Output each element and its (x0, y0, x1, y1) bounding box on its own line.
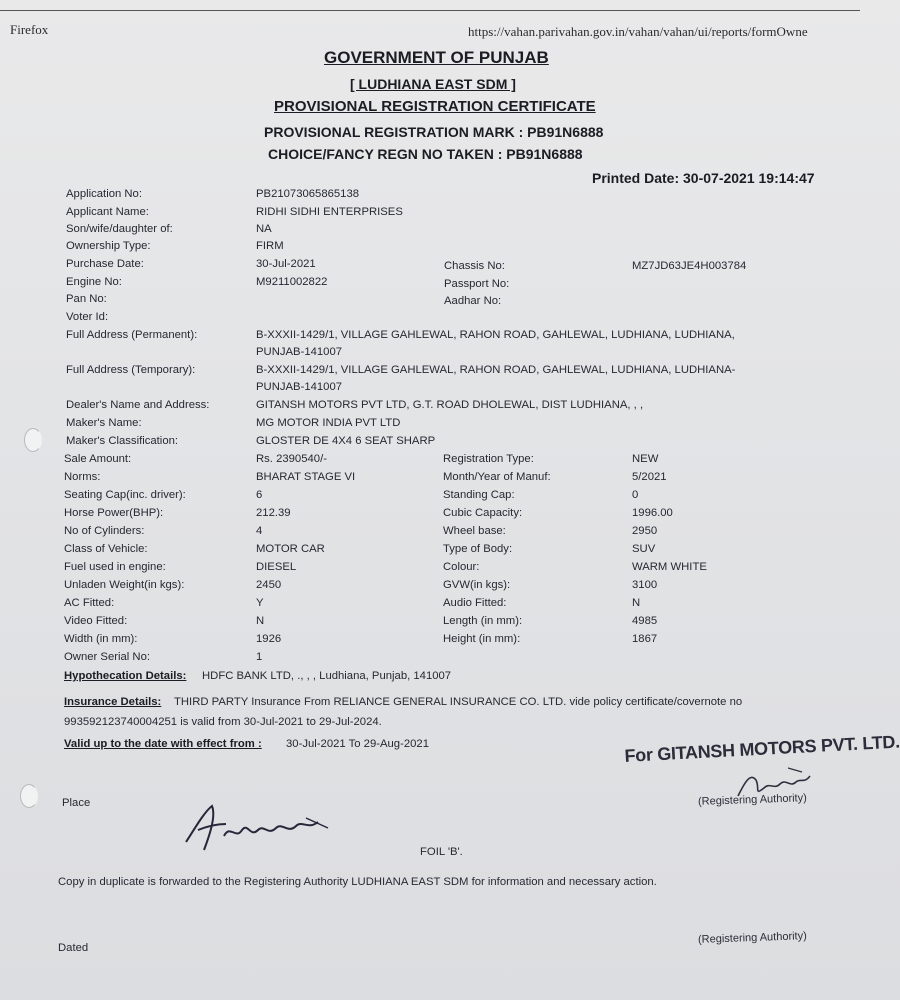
maker-class-label: Maker's Classification: (66, 435, 179, 447)
vehicle-spec-value: MOTOR CAR (256, 543, 325, 555)
vehicle-spec-right-label: Standing Cap: (443, 489, 515, 501)
vehicle-spec-right-label: Cubic Capacity: (443, 507, 523, 519)
vehicle-spec-label: Unladen Weight(in kgs): (64, 579, 185, 591)
pan-no-label: Pan No: (66, 293, 107, 305)
engine-no-label: Engine No: (66, 276, 122, 288)
vehicle-spec-label: Owner Serial No: (64, 651, 151, 663)
place-label: Place (62, 797, 91, 809)
foil-label: FOIL 'B'. (420, 846, 463, 858)
vehicle-spec-label: Norms: (64, 471, 101, 483)
chassis-no-label: Chassis No: (444, 260, 505, 272)
temporary-address-line2: PUNJAB-141007 (256, 381, 343, 393)
government-title: GOVERNMENT OF PUNJAB (324, 48, 549, 67)
office-title: [ LUDHIANA EAST SDM ] (350, 76, 516, 92)
permanent-address-line2: PUNJAB-141007 (256, 346, 343, 358)
hypothecation-value: HDFC BANK LTD, ., , , Ludhiana, Punjab, 141007 (202, 670, 452, 682)
vehicle-spec-right-label: Colour: (443, 561, 480, 573)
vehicle-spec-label: Sale Amount: (64, 453, 132, 465)
vehicle-spec-value: 212.39 (256, 507, 291, 519)
vehicle-spec-right-value: 1996.00 (632, 507, 673, 519)
maker-name-value: MG MOTOR INDIA PVT LTD (256, 417, 401, 429)
ownership-type-label: Ownership Type: (66, 240, 151, 252)
chassis-no-value: MZ7JD63JE4H003784 (632, 260, 747, 272)
vehicle-spec-right-value: NEW (632, 453, 659, 465)
vehicle-spec-value: DIESEL (256, 561, 297, 573)
maker-class-value: GLOSTER DE 4X4 6 SEAT SHARP (256, 435, 436, 447)
hypothecation-label: Hypothecation Details: (64, 670, 187, 682)
vehicle-spec-label: AC Fitted: (64, 597, 115, 609)
vehicle-spec-right-value: 0 (632, 489, 639, 501)
relation-value: NA (256, 223, 272, 235)
vehicle-spec-right-label: Height (in mm): (443, 633, 521, 645)
vehicle-spec-label: Fuel used in engine: (64, 561, 166, 573)
temporary-address-line1: B-XXXII-1429/1, VILLAGE GAHLEWAL, RAHON ROAD, GAHLEWAL, LUDHIANA, LUDHIANA- (256, 364, 736, 376)
insurance-line1: THIRD PARTY Insurance From RELIANCE GENERAL INSURANCE CO. LTD. vide policy certificate/covernote no (174, 696, 743, 708)
vehicle-spec-label: Seating Cap(inc. driver): (64, 489, 186, 501)
relation-label: Son/wife/daughter of: (66, 223, 173, 235)
fancy-number: CHOICE/FANCY REGN NO TAKEN : PB91N6888 (268, 146, 583, 162)
applicant-name-value: RIDHI SIDHI ENTERPRISES (256, 206, 403, 218)
vehicle-spec-label: Video Fitted: (64, 615, 128, 627)
voter-id-label: Voter Id: (66, 311, 109, 323)
vehicle-spec-label: No of Cylinders: (64, 525, 145, 537)
registration-mark: PROVISIONAL REGISTRATION MARK : PB91N6888 (264, 124, 604, 140)
temporary-address-label: Full Address (Temporary): (66, 364, 196, 376)
certificate-title: PROVISIONAL REGISTRATION CERTIFICATE (274, 98, 596, 115)
applicant-name-label: Applicant Name: (66, 206, 149, 218)
vehicle-spec-right-value: 3100 (632, 579, 658, 591)
permanent-address-label: Full Address (Permanent): (66, 329, 198, 341)
vehicle-spec-right-label: Wheel base: (443, 525, 506, 537)
vehicle-spec-label: Width (in mm): (64, 633, 138, 645)
validity-value: 30-Jul-2021 To 29-Aug-2021 (286, 738, 429, 750)
punch-hole-bottom (20, 784, 38, 808)
engine-no-value: M9211002822 (256, 276, 328, 288)
vehicle-spec-right-label: Type of Body: (443, 543, 513, 555)
ownership-type-value: FIRM (256, 240, 284, 252)
vehicle-spec-label: Class of Vehicle: (64, 543, 148, 555)
dealer-label: Dealer's Name and Address: (66, 399, 210, 411)
copy-note: Copy in duplicate is forwarded to the Registering Authority LUDHIANA EAST SDM for information and necessary action. (58, 876, 657, 888)
vehicle-spec-right-label: Audio Fitted: (443, 597, 507, 609)
vehicle-spec-right-value: N (632, 597, 641, 609)
top-divider (0, 10, 860, 11)
purchase-date-label: Purchase Date: (66, 258, 144, 270)
browser-name: Firefox (10, 22, 49, 37)
vehicle-spec-value: Rs. 2390540/- (256, 453, 327, 465)
vehicle-spec-right-value: SUV (632, 543, 656, 555)
vehicle-spec-right-label: Month/Year of Manuf: (443, 471, 551, 483)
registering-authority-bottom: (Registering Authority) (697, 930, 808, 946)
vehicle-spec-value: BHARAT STAGE VI (256, 471, 356, 483)
validity-label: Valid up to the date with effect from : (64, 738, 262, 750)
vehicle-spec-value: 2450 (256, 579, 282, 591)
vehicle-spec-right-label: Registration Type: (443, 453, 534, 465)
page-url: https://vahan.parivahan.gov.in/vahan/vahan/ui/reports/formOwne (468, 24, 808, 39)
vehicle-spec-value: 1 (256, 651, 263, 663)
vehicle-spec-right-value: 1867 (632, 633, 658, 645)
maker-name-label: Maker's Name: (66, 417, 142, 429)
dealer-value: GITANSH MOTORS PVT LTD, G.T. ROAD DHOLEWAL, DIST LUDHIANA, , , (256, 399, 644, 411)
registering-authority-top: (Registering Authority) (697, 792, 808, 808)
purchase-date-value: 30-Jul-2021 (256, 258, 316, 270)
authority-signature (178, 800, 338, 860)
vehicle-spec-value: N (256, 615, 265, 627)
vehicle-spec-right-value: 5/2021 (632, 471, 667, 483)
dealer-stamp: For GITANSH MOTORS PVT. LTD. (624, 731, 900, 766)
application-no-value: PB21073065865138 (256, 188, 360, 200)
vehicle-spec-value: 1926 (256, 633, 282, 645)
vehicle-spec-right-value: 2950 (632, 525, 658, 537)
vehicle-spec-label: Horse Power(BHP): (64, 507, 164, 519)
punch-hole-top (24, 428, 42, 452)
application-no-label: Application No: (66, 188, 142, 200)
insurance-line2: 993592123740004251 is valid from 30-Jul-2021 to 29-Jul-2024. (64, 716, 382, 728)
printed-date: Printed Date: 30-07-2021 19:14:47 (592, 170, 815, 186)
insurance-label: Insurance Details: (64, 696, 162, 708)
vehicle-spec-right-value: 4985 (632, 615, 658, 627)
vehicle-spec-value: 6 (256, 489, 263, 501)
vehicle-spec-right-value: WARM WHITE (632, 561, 707, 573)
aadhar-no-label: Aadhar No: (444, 295, 502, 307)
permanent-address-line1: B-XXXII-1429/1, VILLAGE GAHLEWAL, RAHON ROAD, GAHLEWAL, LUDHIANA, LUDHIANA, (256, 329, 735, 341)
vehicle-spec-value: Y (256, 597, 264, 609)
passport-no-label: Passport No: (444, 278, 510, 290)
dated-label: Dated (58, 942, 89, 954)
vehicle-spec-right-label: GVW(in kgs): (443, 579, 511, 591)
vehicle-spec-value: 4 (256, 525, 263, 537)
vehicle-spec-right-label: Length (in mm): (443, 615, 523, 627)
